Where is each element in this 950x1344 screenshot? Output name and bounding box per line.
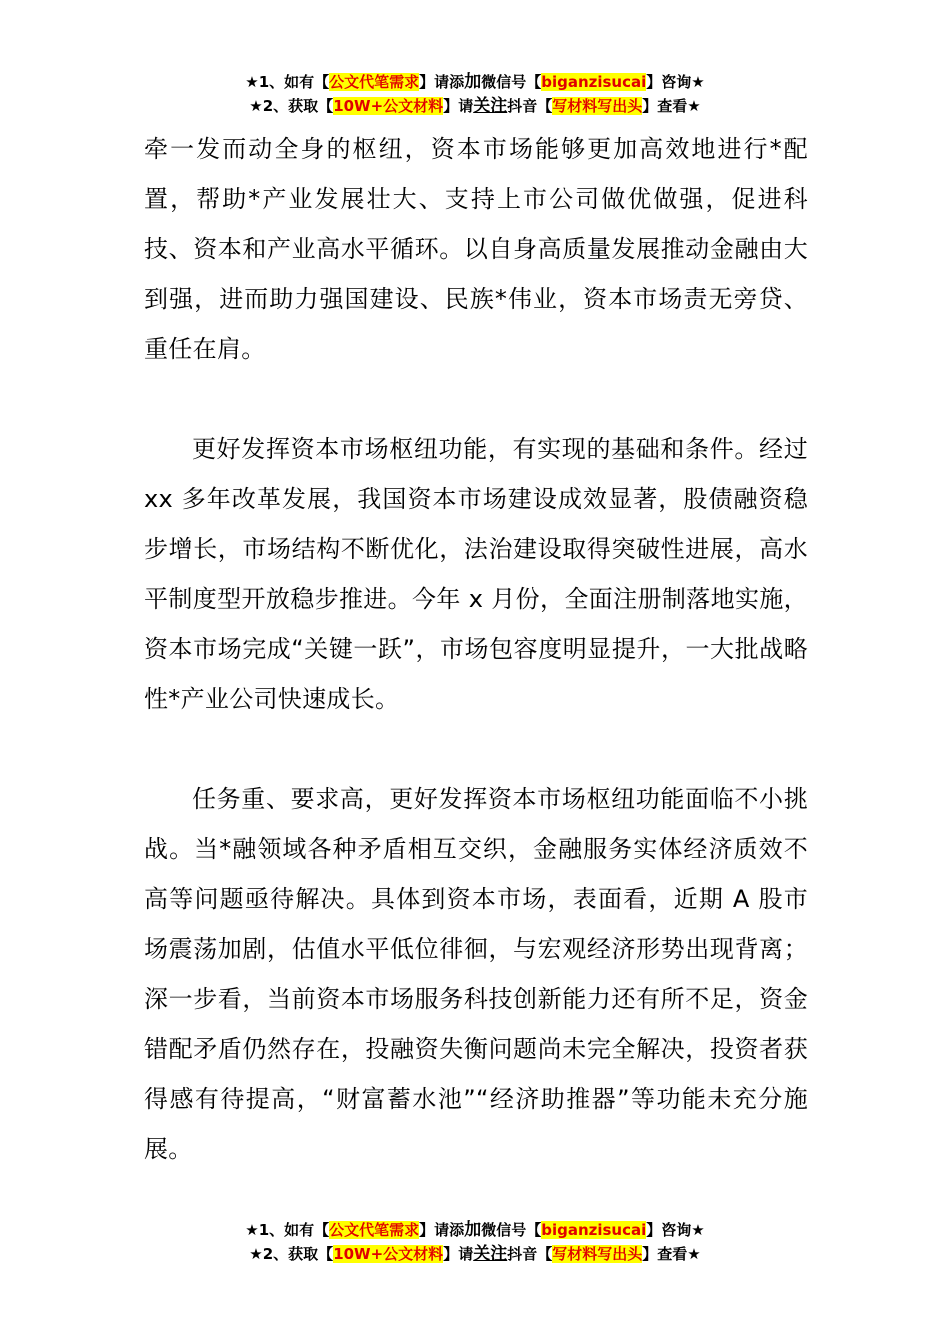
highlight-service: 公文代笔需求 bbox=[329, 73, 420, 91]
highlight-materials: 10W+公文材料 bbox=[333, 97, 444, 115]
footer-banner bbox=[0, 1218, 950, 1266]
highlight-service: 公文代笔需求 bbox=[329, 1221, 420, 1239]
highlight-douyin: 写材料写出头 bbox=[552, 1245, 643, 1263]
document-body bbox=[144, 124, 808, 1174]
paragraph-2: 更好发挥资本市场枢纽功能，有实现的基础和条件。经过 xx 多年改革发展，我国资本市场建设成效显著，股债融资稳步增长，市场结构不断优化，法治建设取得突破性进展，高水平制度型开放稳步推进。今年 x 月份，全面注册制落地实施，资本市场完成“关键一跃”，市场包容度明显提升，一大批战略性*产业公司快速成长。 bbox=[144, 435, 808, 713]
banner-line-2: ★2、获取【10W+公文材料】请关注抖音【写材料写出头】查看★ bbox=[249, 96, 701, 116]
highlight-materials: 10W+公文材料 bbox=[333, 1245, 444, 1263]
paragraph-3: 任务重、要求高，更好发挥资本市场枢纽功能面临不小挑战。当*融领域各种矛盾相互交织，金融服务实体经济质效不高等问题亟待解决。具体到资本市场，表面看，近期 A 股市场震荡加剧，估值水平低位徘徊，与宏观经济形势出现背离；深一步看，当前资本市场服务科技创新能力还有所不足，资金错配矛盾仍然存在，投融资失衡问题尚未完全解决，投资者获得感有待提高，“财富蓄水池”“经济助推器”等功能未充分施展。 bbox=[144, 785, 808, 1163]
header-banner bbox=[0, 70, 950, 118]
highlight-wechat-id: biganzisucai bbox=[541, 1221, 647, 1239]
banner-line-2: ★2、获取【10W+公文材料】请关注抖音【写材料写出头】查看★ bbox=[249, 1244, 701, 1264]
highlight-wechat-id: biganzisucai bbox=[541, 73, 647, 91]
highlight-douyin: 写材料写出头 bbox=[552, 97, 643, 115]
paragraph-1: 牵一发而动全身的枢纽，资本市场能够更加高效地进行*配置，帮助*产业发展壮大、支持上市公司做优做强，促进科技、资本和产业高水平循环。以自身高质量发展推动金融由大到强，进而助力强国建设、民族*伟业，资本市场责无旁贷、重任在肩。 bbox=[144, 135, 808, 363]
banner-line-1: ★1、如有【公文代笔需求】请添加微信号【biganzisucai】咨询★ bbox=[245, 72, 705, 92]
banner-line-1: ★1、如有【公文代笔需求】请添加微信号【biganzisucai】咨询★ bbox=[245, 1220, 705, 1240]
